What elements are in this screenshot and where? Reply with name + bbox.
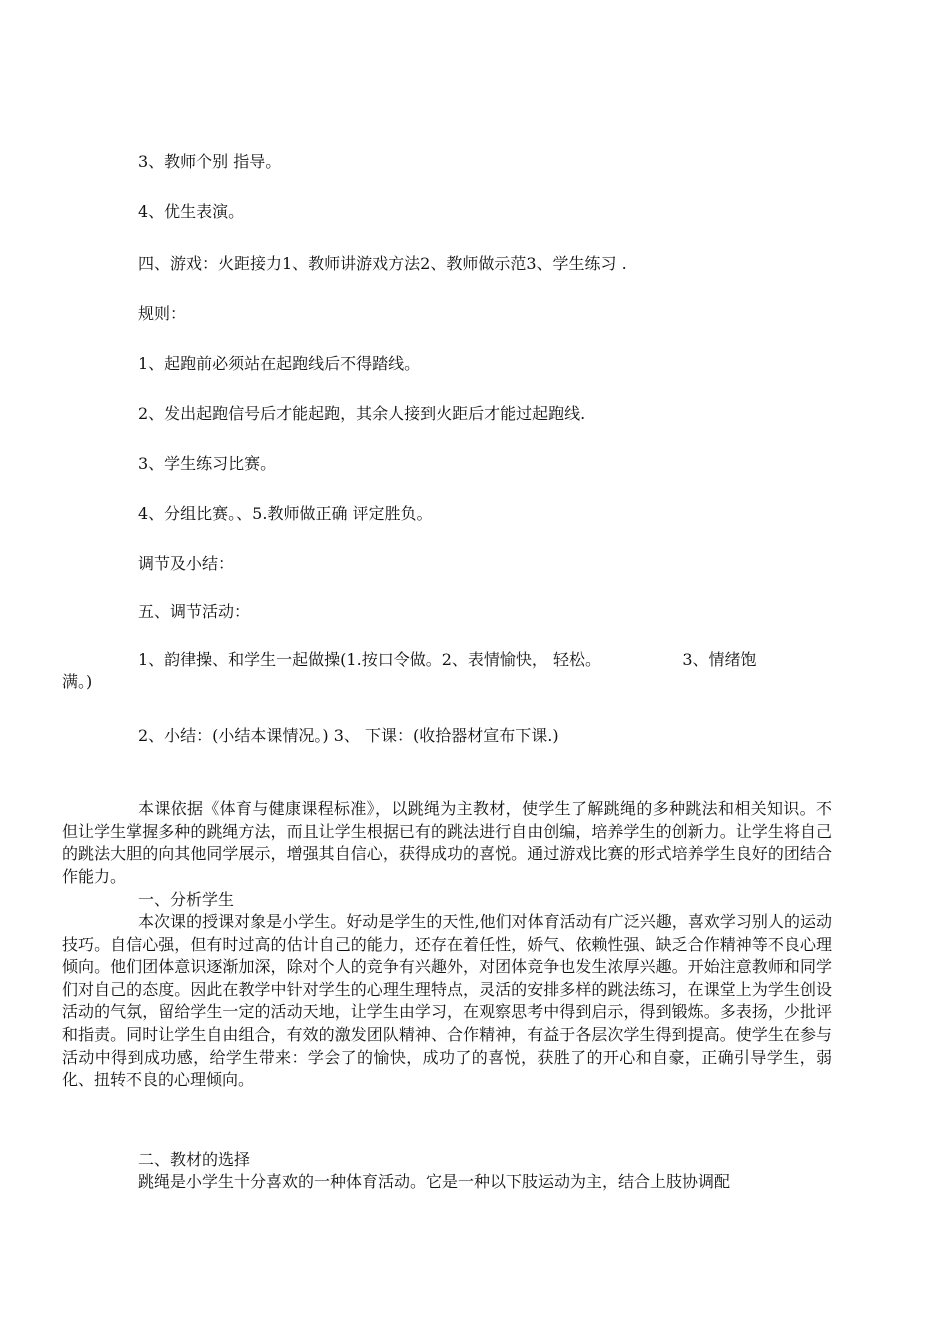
text-line: 满。) — [62, 672, 93, 691]
text-line: 2、小结：(小结本课情况。) 3、 下课：(收拾器材宣布下课.) — [138, 726, 559, 745]
section-heading: 二、教材的选择 — [138, 1150, 251, 1169]
intro-paragraph: 本课依据《体育与健康课程标准》，以跳绳为主教材，使学生了解跳绳的多种跳法和相关知识。不但让学生掌握多种的跳绳方法，而且让学生根据已有的跳法进行自由创编，培养学生的创新力。让学生将自己的跳法大胆的向其他同学展示，增强其自信心，获得成功的喜悦。通过游戏比赛的形式培养学生良好的团结合作能力。 — [62, 799, 832, 886]
text-line: 规则： — [138, 304, 187, 323]
students-paragraph: 本次课的授课对象是小学生。好动是学生的天性,他们对体育活动有广泛兴趣，喜欢学习别人的运动技巧。自信心强，但有时过高的估计自己的能力，还存在着任性，娇气、依赖性强、缺乏合作精神等不良心理倾向。他们团体意识逐渐加深，除对个人的竞争有兴趣外，对团体竞争也发生浓厚兴趣。开始注意教师和同学们对自己的态度。因此在教学中针对学生的心理生理特点，灵活的安排多样的跳法练习，在课堂上为学生创设活动的气氛，留给学生一定的活动天地，让学生由学习，在观察思考中得到启示，得到锻炼。多表扬，少批评和指责。同时让学生自由组合，有效的激发团队精神、合作精神，有益于各层次学生得到提高。使学生在参与活动中得到成功感，给学生带来：学会了的愉快，成功了的喜悦，获胜了的开心和自豪，正确引导学生，弱化、扭转不良的心理倾向。 — [62, 912, 832, 1090]
text-line: 调节及小结： — [138, 554, 235, 573]
text-line: 4、分组比赛。、5.教师做正确 评定胜负。 — [138, 504, 433, 523]
text-line: 2、发出起跑信号后才能起跑，其余人接到火距后才能过起跑线. — [138, 404, 586, 423]
text-line: 3、教师个别 指导。 — [138, 152, 282, 171]
text-line: 1、韵律操、和学生一起做操(1.按口令做。2、表情愉快， 轻松。 3、情绪饱 — [138, 650, 757, 669]
section-heading: 一、分析学生 — [138, 890, 235, 909]
text-line: 四、游戏：火距接力1、教师讲游戏方法2、教师做示范3、学生练习 . — [138, 254, 627, 273]
text-line: 4、优生表演。 — [138, 202, 245, 221]
text-line: 五、调节活动： — [138, 602, 251, 621]
text-line: 1、起跑前必须站在起跑线后不得踏线。 — [138, 354, 421, 373]
material-paragraph: 跳绳是小学生十分喜欢的一种体育活动。它是一种以下肢运动为主，结合上肢协调配 — [138, 1172, 731, 1191]
text-block — [62, 649, 832, 693]
text-line: 3、学生练习比赛。 — [138, 454, 277, 473]
